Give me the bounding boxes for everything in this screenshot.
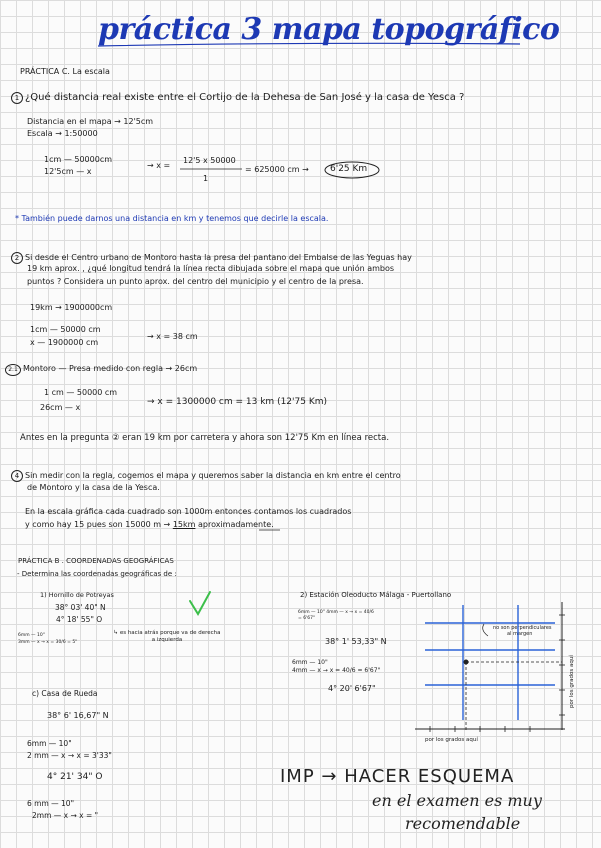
q2-rule-line-2: x — 1900000 cm bbox=[30, 338, 99, 347]
title-underline bbox=[98, 43, 520, 46]
calc-rhs: = 625000 cm → bbox=[245, 165, 309, 174]
section-b-subheading: - Determina las coordenadas geográficas de : bbox=[17, 570, 177, 578]
point-2-calc-small: 6mm — 10" 4mm — x → x = 40/6 = 6'67" bbox=[298, 610, 374, 621]
point-3-calc-line-4: 2mm — x → x = " bbox=[32, 811, 99, 820]
map-distance: Distancia en el mapa → 12'5cm bbox=[27, 117, 154, 126]
fraction-denominator: 1 bbox=[203, 174, 209, 183]
point-1-note: ↳ es hacia atrás porque va de derecha a izquierda bbox=[113, 630, 221, 643]
question-2-line-2: 19 km aprox. , ¿qué longitud tendrá la línea recta dibujada sobre el mapa que unión ambos bbox=[27, 264, 395, 273]
section-c-heading: PRÁCTICA C. La escala bbox=[20, 67, 110, 76]
imp-line-2: en el examen es muy bbox=[372, 791, 542, 810]
point-2-label: 2) Estación Oleoducto Málaga - Puertollano bbox=[300, 591, 452, 599]
question-4-line-1: Sin medir con la regla, cogemos el mapa y queremos saber la distancia en km entre el centro bbox=[25, 471, 401, 480]
rule-of-three-line-1: 1cm — 50000cm bbox=[44, 155, 113, 164]
answer-circled: 6'25 Km bbox=[330, 164, 368, 174]
question-number: 2.1 bbox=[5, 364, 21, 376]
q2-conversion: 19km → 1900000cm bbox=[30, 303, 113, 312]
diagram-note-line-2: al margen bbox=[507, 630, 533, 637]
point-3-latitude: 38° 6' 16,67" N bbox=[47, 711, 109, 720]
point-1-calc-line-1: 6mm — 10" bbox=[18, 633, 45, 638]
q21-rule-line-1: 1 cm — 50000 cm bbox=[44, 388, 118, 397]
q21-result: → x = 1300000 cm = 13 km (12'75 Km) bbox=[147, 397, 327, 407]
rule-of-three-line-2: 12'5cm — x bbox=[44, 167, 92, 176]
point-3-calc-line-3: 6 mm — 10" bbox=[27, 799, 75, 808]
question-number: 1 bbox=[11, 92, 23, 104]
page-title: práctica 3 mapa topográfico bbox=[98, 12, 560, 47]
arrow-to-diagram bbox=[483, 624, 488, 636]
diagram-bottom-label: por los grados aquí bbox=[425, 737, 478, 743]
scale-text: Escala → 1:50000 bbox=[27, 129, 98, 138]
point-1-label: 1) Hornillo de Potreyas bbox=[40, 591, 114, 599]
scale-ticks bbox=[430, 615, 565, 732]
q2-rule-line-1: 1cm — 50000 cm bbox=[30, 325, 101, 334]
imp-line-1: IMP → HACER ESQUEMA bbox=[280, 766, 515, 787]
diagram-right-label: por los grados aquí bbox=[569, 655, 575, 708]
fraction-numerator: 12'5 x 50000 bbox=[183, 156, 236, 165]
question-2-line-3: puntos ? Considera un punto aprox. del centro del municipio y el centro de la presa. bbox=[27, 277, 364, 286]
imp-line-3: recomendable bbox=[405, 814, 521, 833]
q4-answer-line-1: En la escala gráfica cada cuadrado son 1000m entonces contamos los cuadrados bbox=[25, 507, 352, 516]
q2-result: → x = 38 cm bbox=[147, 332, 198, 341]
check-icon bbox=[190, 592, 210, 614]
point-3-calc-line-2: 2 mm — x → x = 3'33" bbox=[27, 751, 112, 760]
q4-answer-km: 15km bbox=[172, 520, 196, 529]
point-1-calc-line-2: 3mm — x → x = 30/6 = 5" bbox=[18, 640, 78, 645]
q21-rule-line-2: 26cm — x bbox=[40, 403, 81, 412]
point-1-longitude: 4° 18' 55" O bbox=[56, 615, 103, 624]
point-2-longitude: 4° 20' 6'67" bbox=[328, 684, 376, 693]
point-2-latitude: 38° 1' 53,33" N bbox=[325, 637, 387, 646]
point-3-calc-line-1: 6mm — 10" bbox=[27, 739, 72, 748]
point-1-latitude: 38° 03' 40" N bbox=[55, 603, 106, 612]
diagram-note-line-1: no son perpendiculares bbox=[493, 625, 552, 631]
question-number: 2 bbox=[11, 252, 23, 264]
q21-note: Antes en la pregunta ② eran 19 km por carretera y ahora son 12'75 Km en línea recta. bbox=[20, 433, 390, 443]
section-b-heading: PRÁCTICA B . COORDENADAS GEOGRÁFICAS bbox=[18, 557, 174, 565]
question-2-1-text: Montoro — Presa medido con regla → 26cm bbox=[23, 364, 198, 373]
scale-note: * También puede darnos una distancia en km y tenemos que decirle la escala. bbox=[15, 214, 329, 223]
point-3-label: c) Casa de Rueda bbox=[32, 689, 98, 698]
coordinate-diagram bbox=[425, 605, 555, 720]
question-2-line-1: Si desde el Centro urbano de Montoro hasta la presa del pantano del Embalse de las Yeguas hay bbox=[25, 253, 412, 262]
question-1-text: ¿Qué distancia real existe entre el Cortijo de la Dehesa de San José y la casa de Yesca ? bbox=[25, 92, 465, 103]
q4-answer-approx: aproximadamente. bbox=[197, 520, 274, 529]
calc-lhs: → x = bbox=[147, 161, 171, 170]
point-2-calc-line-1: 6mm — 10" bbox=[292, 659, 328, 666]
q4-answer-text: y como hay 15 pues son 15000 m → bbox=[25, 520, 171, 529]
question-number: 4 bbox=[11, 470, 23, 482]
question-4-line-2: de Montoro y la casa de la Yesca. bbox=[27, 483, 160, 492]
answer-circle bbox=[325, 162, 379, 178]
point-2-calc-line-2: 4mm — x → x = 40/6 = 6'67" bbox=[292, 667, 381, 674]
point-3-longitude: 4° 21' 34" O bbox=[47, 772, 103, 782]
